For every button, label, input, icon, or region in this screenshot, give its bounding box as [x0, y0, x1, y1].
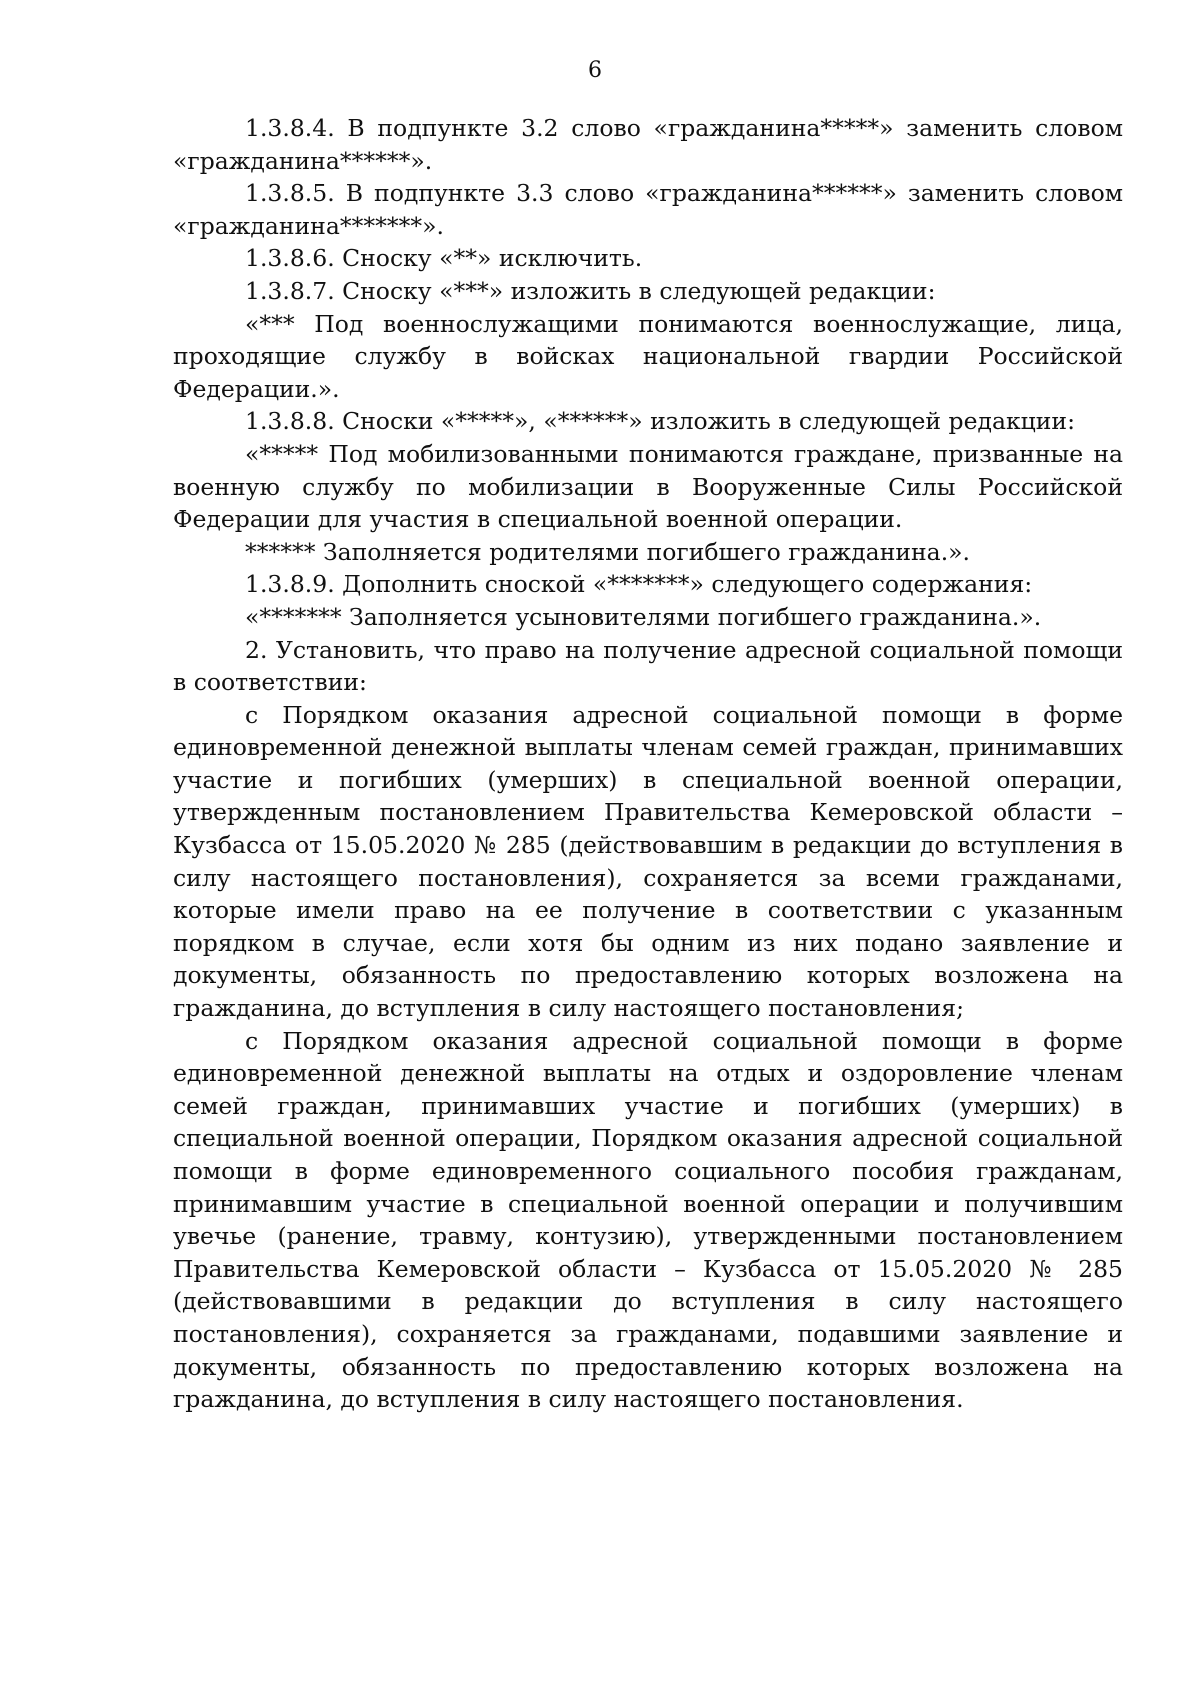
paragraph-1-3-8-8: 1.3.8.8. Сноски «*****», «******» изложить в следующей редакции: — [245, 407, 1076, 436]
footnote-military-definition: «*** Под военнослужащими понимаются военнослужащие, лица, проходящие службу в войсках национальной гвардии Российской Федерации.». — [173, 309, 1123, 403]
paragraph-2-item-1: с Порядком оказания адресной социальной помощи в форме единовременной денежной выплаты членам семей граждан, принимавших участие и погибших (умерших) в специальной военной операции, утвержденным постановлением Правительства Кемеровской области – Кузбасса от 15.05.2020 № 285 (действовавшим в редакции до вступления в силу настоящего постановления), сохраняется за всеми гражданами, которые имели право на ее получение в соответствии с указанным порядком в случае, если хотя бы одним из них подано заявление и документы, обязанность по предоставлению которых возложена на гражданина, до вступления в силу настоящего постановления; — [173, 700, 1123, 1023]
page-number: 6 — [588, 58, 602, 83]
paragraph-2-item-2: с Порядком оказания адресной социальной помощи в форме единовременной денежной выплаты на отдых и оздоровление членам семей граждан, принимавших участие и погибших (умерших) в специальной военной операции, Порядком оказания адресной социальной помощи в форме единовременного социального пособия гражданам, принимавшим участие в специальной военной операции и получившим увечье (ранение, травму, контузию), утвержденными постановлением Правительства Кемеровской области – Кузбасса от 15.05.2020 № 285 (действовавшими в редакции до вступления в силу настоящего постановления), сохраняется за гражданами, подавшими заявление и документы, обязанность по предоставлению которых возложена на гражданина, до вступления в силу настоящего постановления. — [173, 1026, 1123, 1414]
footnote-adoptive-parents: «******* Заполняется усыновителями погибшего гражданина.». — [245, 602, 1042, 631]
paragraph-1-3-8-9: 1.3.8.9. Дополнить сноской «*******» следующего содержания: — [245, 570, 1033, 599]
footnote-mobilized-definition: «***** Под мобилизованными понимаются граждане, призванные на военную службу по мобилизации в Вооруженные Силы Российской Федерации для участия в специальной военной операции. — [173, 439, 1123, 534]
paragraph-2: 2. Установить, что право на получение адресной социальной помощи в соответствии: — [173, 635, 1123, 697]
document-body — [173, 112, 1123, 1416]
paragraph-1-3-8-6: 1.3.8.6. Сноску «**» исключить. — [245, 244, 643, 273]
paragraph-1-3-8-7: 1.3.8.7. Сноску «***» изложить в следующей редакции: — [245, 276, 936, 305]
footnote-parents: ****** Заполняется родителями погибшего гражданина.». — [245, 537, 971, 566]
paragraph-1-3-8-5: 1.3.8.5. В подпункте 3.3 слово «гражданина******» заменить словом «гражданина*******». — [173, 179, 1123, 240]
paragraph-1-3-8-4: 1.3.8.4. В подпункте 3.2 слово «гражданина*****» заменить словом «гражданина******». — [173, 114, 1123, 175]
